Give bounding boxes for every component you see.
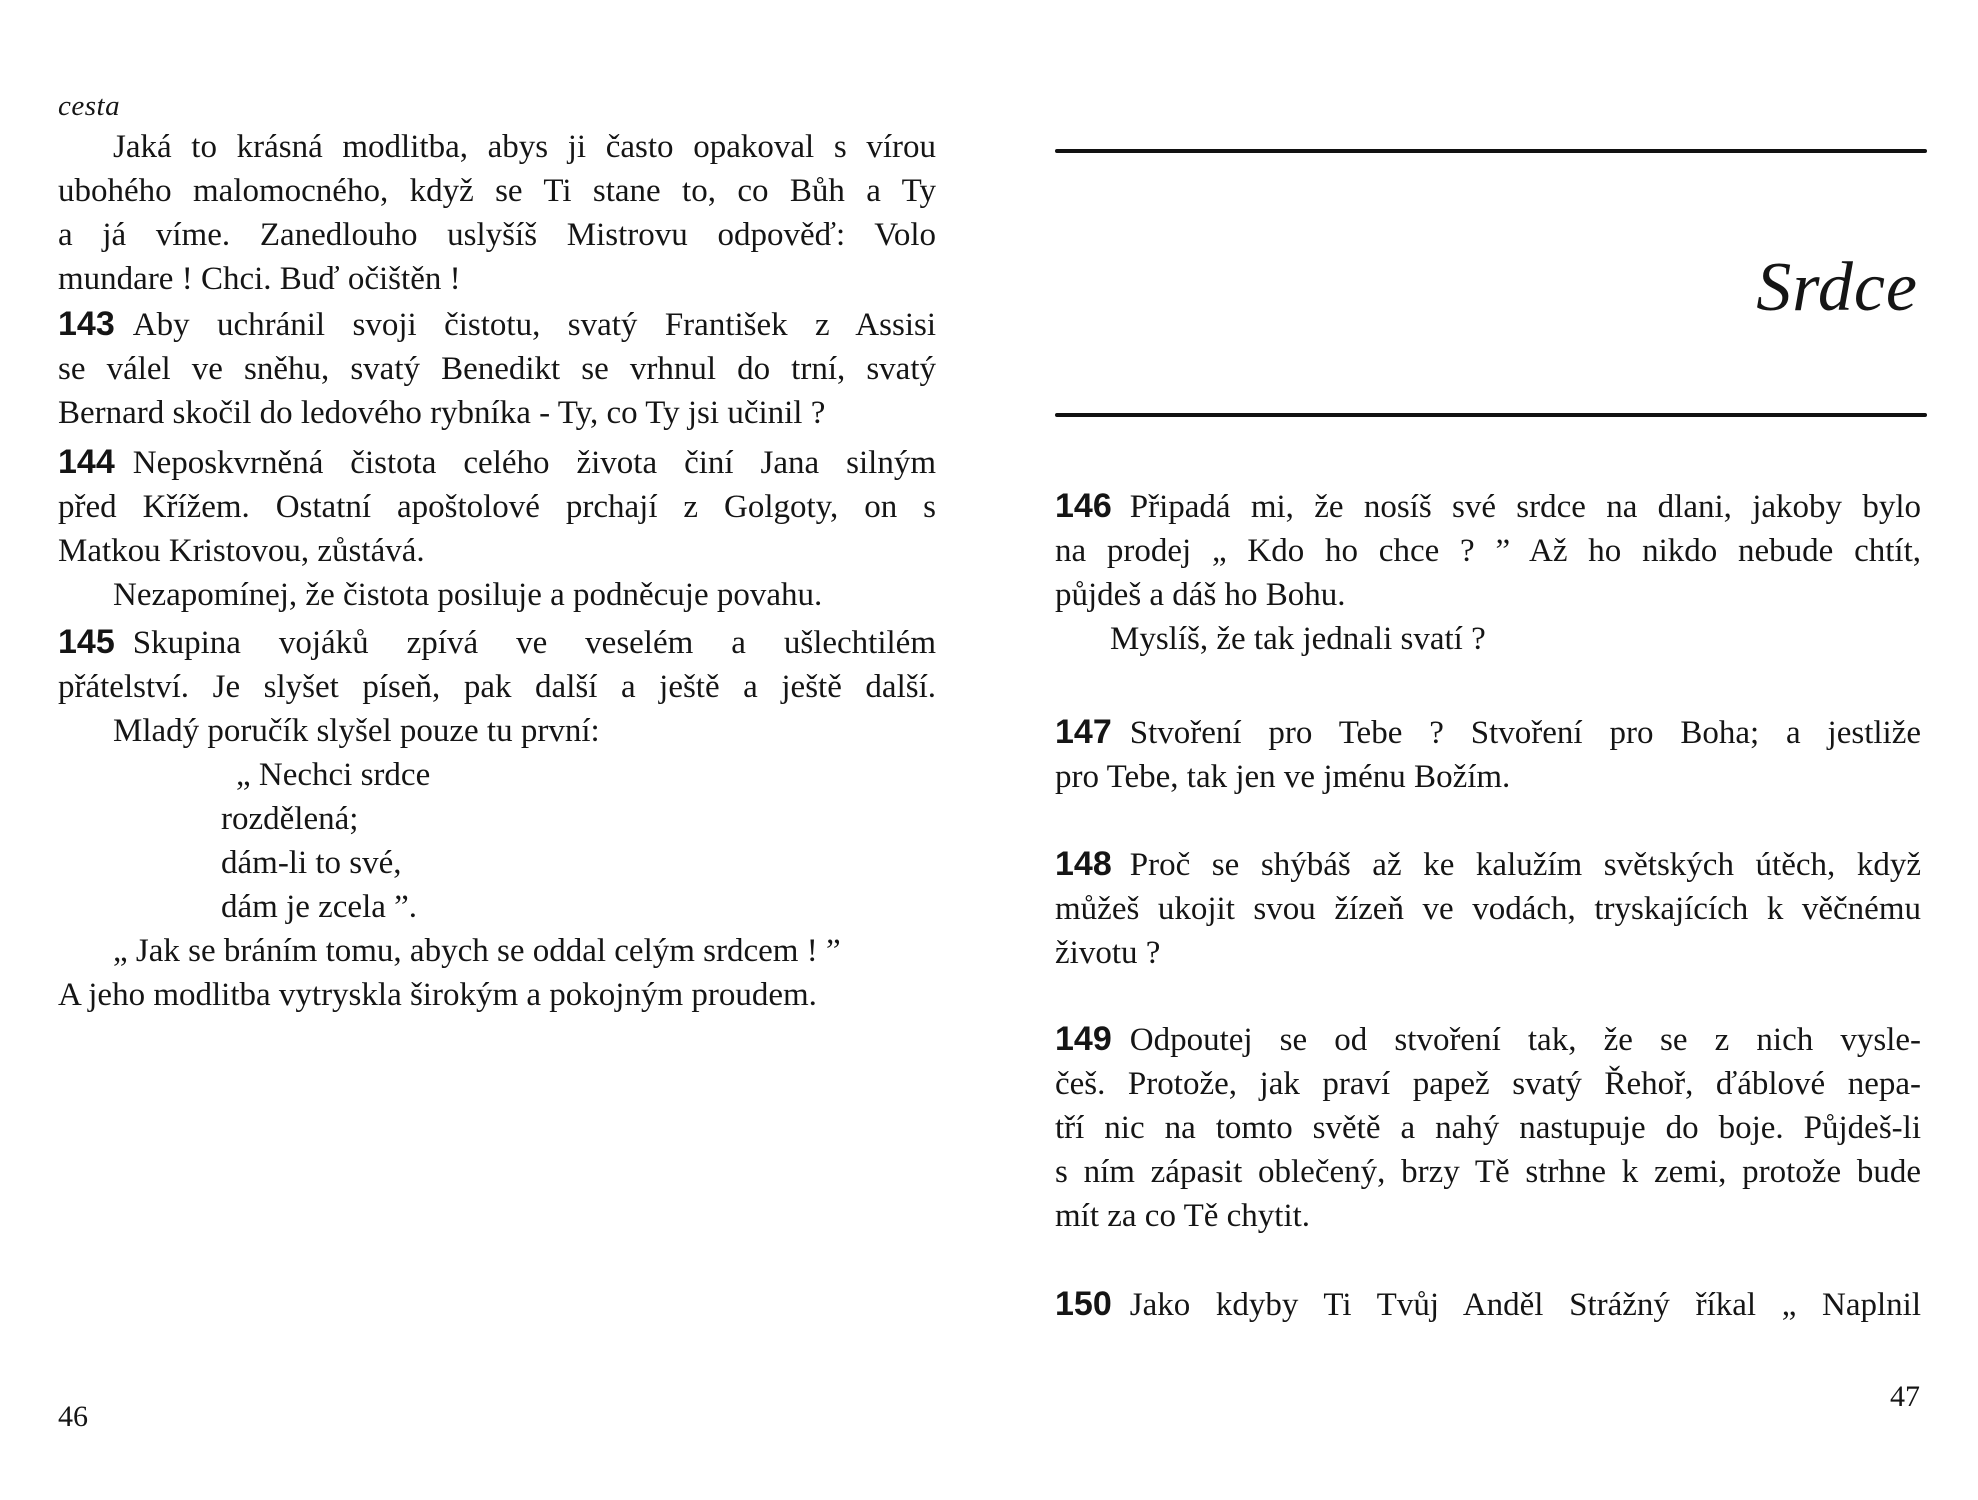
paragraph-number: 145 <box>58 623 115 661</box>
text-line: pro Tebe, tak jen ve jménu Božím. <box>1055 759 1511 795</box>
text-line: půjdeš a dáš ho Bohu. <box>1055 577 1346 613</box>
text-line: Odpoutej se od stvoření tak, že se z nich vysle- <box>1129 1022 1921 1058</box>
chapter-rule-bottom <box>1055 413 1927 417</box>
text-line: před Křížem. Ostatní apoštolové prchají z Golgoty, on s <box>58 489 936 525</box>
paragraph-150 <box>1055 1282 1921 1327</box>
paragraph-147 <box>1055 710 1921 799</box>
right-page <box>989 0 1978 1500</box>
text-line: češ. Protože, jak praví papež svatý Řehoř, ďáblové nepa- <box>1055 1066 1921 1102</box>
chapter-title: Srdce <box>1756 249 1918 326</box>
page-number: 47 <box>1890 1380 1920 1413</box>
text-line: A jeho modlitba vytryskla širokým a pokojným proudem. <box>58 977 817 1013</box>
text-line: Skupina vojáků zpívá ve veselém a ušlechtilém <box>132 625 936 661</box>
paragraph-number: 148 <box>1055 845 1112 883</box>
text-line: Neposkvrněná čistota celého života činí Jana silným <box>132 445 936 481</box>
text-line: tří nic na tomto světě a nahý nastupuje do boje. Půjdeš-li <box>1055 1110 1921 1146</box>
text-line: Aby uchránil svoji čistotu, svatý František z Assisi <box>132 307 936 343</box>
paragraph-number: 150 <box>1055 1285 1112 1323</box>
chapter-rule-top <box>1055 149 1927 153</box>
paragraph-145 <box>58 620 936 1017</box>
paragraph-143 <box>58 302 936 435</box>
paragraph-148 <box>1055 842 1921 975</box>
text-line: mít za co Tě chytit. <box>1055 1198 1311 1234</box>
text-line: Myslíš, že tak jednali svatí ? <box>1110 621 1486 657</box>
poem-line: „ Nechci srdce <box>236 757 431 793</box>
text-line: a já víme. Zanedlouho uslyšíš Mistrovu odpověď: Volo <box>58 217 936 253</box>
text-line: Nezapomínej, že čistota posiluje a podněcuje povahu. <box>113 577 823 613</box>
text-line: Matkou Kristovou, zůstává. <box>58 533 425 569</box>
text-line: můžeš ukojit svou žízeň ve vodách, tryskajících k věčnému <box>1055 891 1921 927</box>
poem-line: dám-li to své, <box>221 845 402 881</box>
paragraph-144 <box>58 440 936 617</box>
poem-line: dám je zcela ”. <box>221 889 418 925</box>
text-line: Jaká to krásná modlitba, abys ji často opakoval s vírou <box>113 129 936 165</box>
paragraph-number: 149 <box>1055 1020 1112 1058</box>
text-line: na prodej „ Kdo ho chce ? ” Až ho nikdo nebude chtít, <box>1055 533 1921 569</box>
text-line: Jako kdyby Ti Tvůj Anděl Strážný říkal „ Naplnil <box>1129 1287 1921 1323</box>
paragraph-number: 143 <box>58 305 115 343</box>
paragraph-number: 147 <box>1055 713 1112 751</box>
paragraph-number: 144 <box>58 443 115 481</box>
text-line: přátelství. Je slyšet píseň, pak další a ještě a ještě další. <box>58 669 936 705</box>
paragraph-number: 146 <box>1055 487 1112 525</box>
text-line: Připadá mi, že nosíš své srdce na dlani, jakoby bylo <box>1129 489 1921 525</box>
text-line: se válel ve sněhu, svatý Benedikt se vrhnul do trní, svatý <box>58 351 936 387</box>
text-line: ubohého malomocného, když se Ti stane to, co Bůh a Ty <box>58 173 936 209</box>
paragraph-149 <box>1055 1017 1921 1238</box>
poem-line: rozdělená; <box>221 801 359 837</box>
text-line: s ním zápasit oblečený, brzy Tě strhne k zemi, protože bude <box>1055 1154 1921 1190</box>
text-line: Proč se shýbáš až ke kalužím světských útěch, když <box>1129 847 1921 883</box>
text-line: Stvoření pro Tebe ? Stvoření pro Boha; a jestliže <box>1129 715 1921 751</box>
intro-paragraph <box>58 125 936 301</box>
page-number: 46 <box>58 1400 88 1433</box>
running-head: cesta <box>58 90 121 122</box>
text-line: mundare ! Chci. Buď očištěn ! <box>58 261 461 297</box>
text-line: životu ? <box>1055 935 1161 971</box>
text-line: „ Jak se bráním tomu, abych se oddal celým srdcem ! ” <box>113 933 841 969</box>
paragraph-146 <box>1055 484 1921 661</box>
text-line: Mladý poručík slyšel pouze tu první: <box>113 713 600 749</box>
text-line: Bernard skočil do ledového rybníka - Ty, co Ty jsi učinil ? <box>58 395 826 431</box>
